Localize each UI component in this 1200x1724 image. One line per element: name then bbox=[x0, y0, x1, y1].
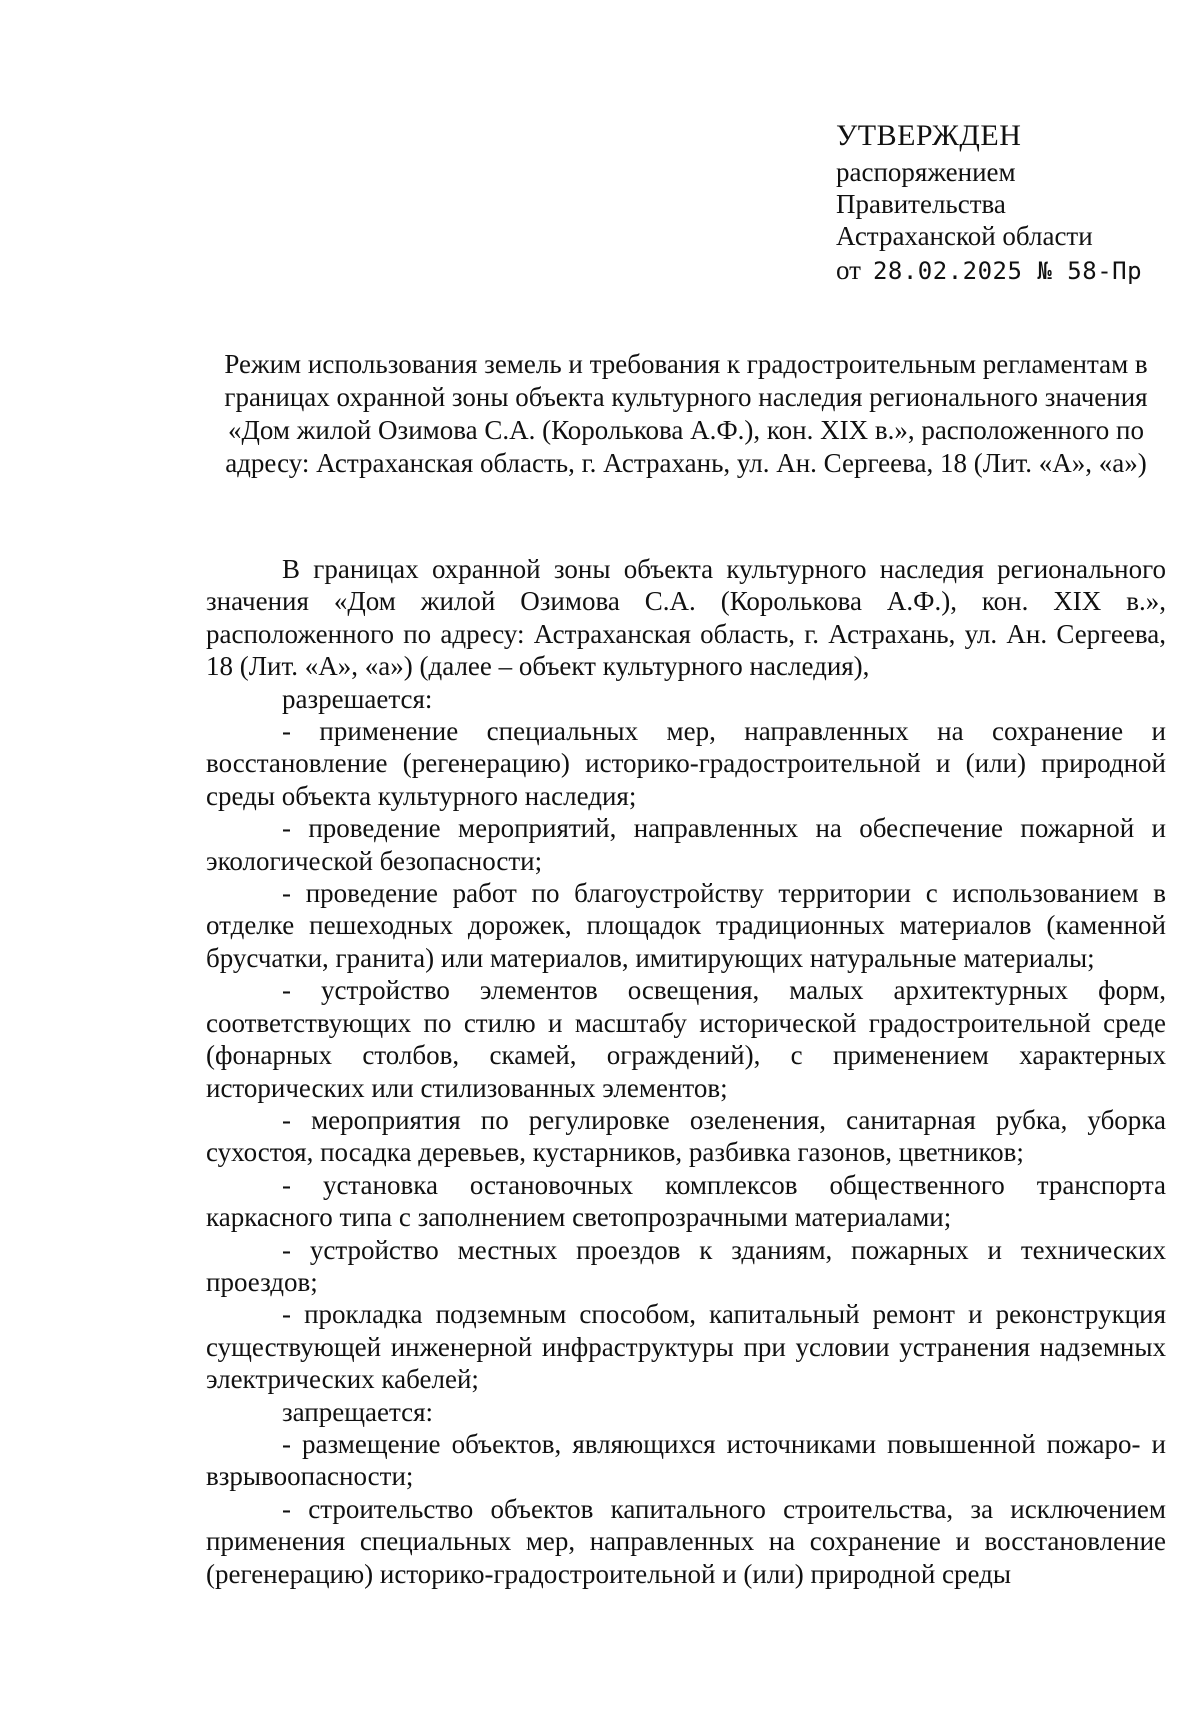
approval-date-prefix: от bbox=[836, 255, 861, 285]
approval-line-2: Правительства bbox=[836, 189, 1006, 219]
paragraph-prohibited-item: - строительство объектов капитального строительства, за исключением применения специальных мер, направленных на сохранение и восстановление (регенерацию) историко-градостроительной и (или) природной среды bbox=[206, 1493, 1166, 1589]
paragraph-permitted-item: - устройство местных проездов к зданиям, пожарных и технических проездов; bbox=[206, 1234, 1166, 1297]
document-body bbox=[206, 553, 1166, 1590]
approval-date-line bbox=[836, 254, 1176, 287]
paragraph-prohibited-item: - размещение объектов, являющихся источниками повышенной пожаро- и взрывоопасности; bbox=[206, 1428, 1166, 1492]
approval-line-3: Астраханской области bbox=[836, 221, 1093, 251]
paragraph-permitted-item: - мероприятия по регулировке озеленения, санитарная рубка, уборка сухостоя, посадка деревьев, кустарников, разбивка газонов, цветников; bbox=[206, 1104, 1166, 1168]
paragraph-permitted-item: - проведение мероприятий, направленных на обеспечение пожарной и экологической безопасности; bbox=[206, 813, 1166, 876]
paragraph-permitted-heading: разрешается: bbox=[282, 683, 433, 714]
paragraph-permitted-item: - устройство элементов освещения, малых архитектурных форм, соответствующих по стилю и масштабу исторической градостроительной среде (фонарных столбов, скамей, ограждений), с применением характерных исторических или стилизованных элементов; bbox=[206, 975, 1166, 1103]
paragraph-permitted-item: - проведение работ по благоустройству территории с использованием в отделке пешеходных дорожек, площадок традиционных материалов (каменной брусчатки, гранита) или материалов, имитирующих натуральные материалы; bbox=[206, 878, 1166, 973]
paragraph-prohibited-heading: запрещается: bbox=[282, 1396, 434, 1427]
approval-stamp bbox=[836, 118, 1176, 287]
paragraph-permitted-item: - установка остановочных комплексов общественного транспорта каркасного типа с заполнением светопрозрачными материалами; bbox=[206, 1169, 1166, 1233]
approval-line-1: распоряжением bbox=[836, 157, 1016, 187]
approval-date-number: 28.02.2025 № 58-Пр bbox=[872, 257, 1143, 285]
approval-title: УТВЕРЖДЕН bbox=[836, 119, 1022, 152]
document-title: Режим использования земель и требования к градостроительным регламентам в границах охранной зоны объекта культурного наследия регионального значения «Дом жилой Озимова С.А. (Королькова А.Ф.), кон. XIX в.», расположенного по адресу: Астраханская область, г. Астрахань, ул. Ан. Сергеева, 18 (Лит. «А», «а») bbox=[224, 349, 1148, 478]
paragraph-intro: В границах охранной зоны объекта культурного наследия регионального значения «Дом жилой Озимова С.А. (Королькова А.Ф.), кон. XIX в.», расположенного по адресу: Астраханская область, г. Астрахань, ул. Ан. Сергеева, 18 (Лит. «А», «а») (далее – объект культурного наследия), bbox=[206, 554, 1166, 682]
paragraph-permitted-item: - применение специальных мер, направленных на сохранение и восстановление (регенерацию) историко-градостроительной и (или) природной среды объекта культурного наследия; bbox=[206, 716, 1166, 811]
paragraph-permitted-item: - прокладка подземным способом, капитальный ремонт и реконструкция существующей инженерной инфраструктуры при условии устранения надземных электрических кабелей; bbox=[206, 1299, 1166, 1395]
